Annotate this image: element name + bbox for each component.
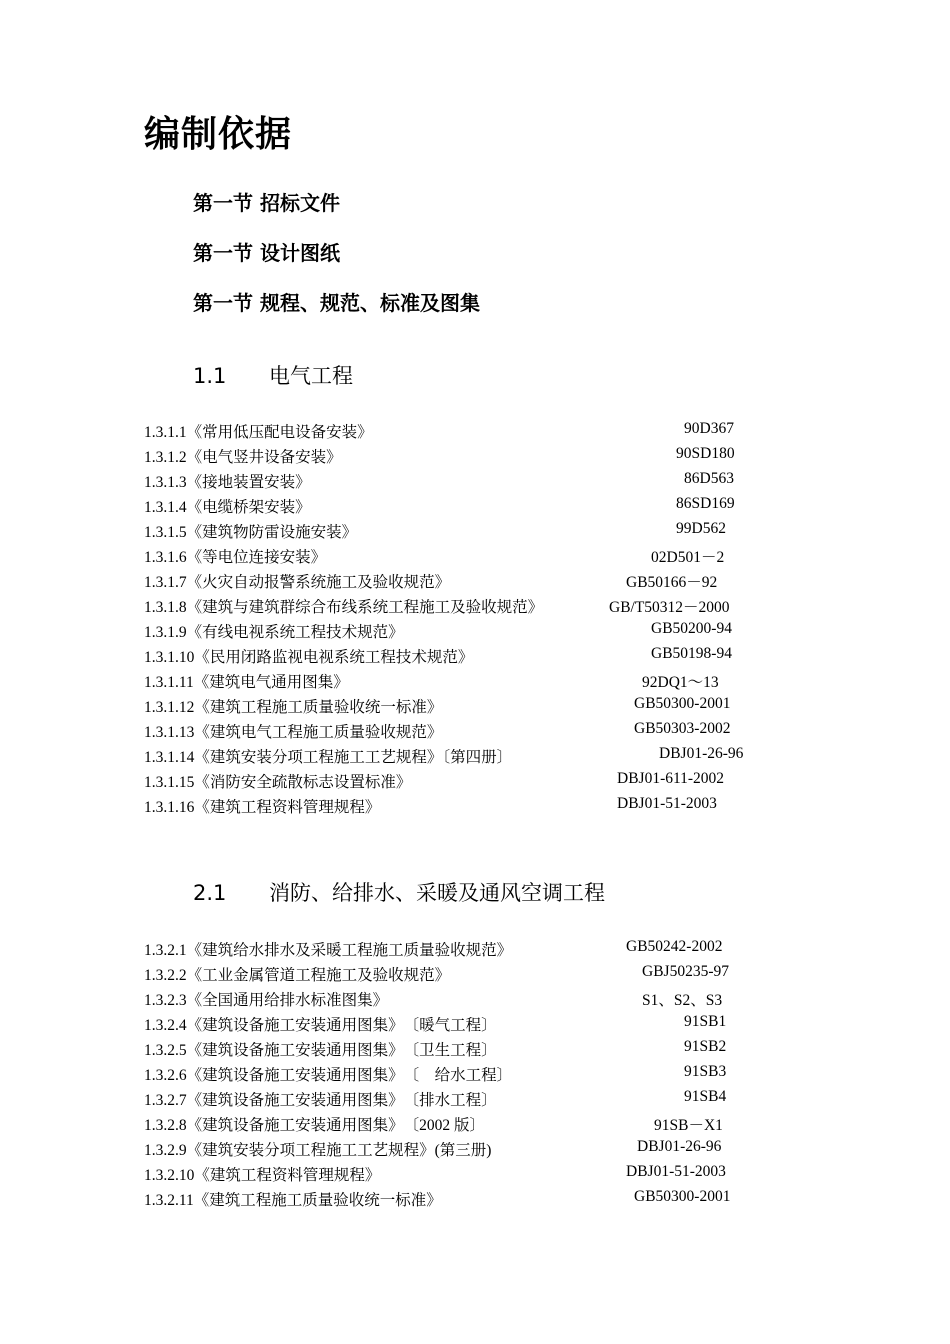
standard-code: 02D501－2 — [651, 549, 725, 566]
subheading-electrical — [193, 360, 353, 390]
list-item — [144, 1163, 844, 1187]
standard-name: 1.3.1.7《火灾自动报警系统施工及验收规范》 — [144, 574, 451, 591]
standard-code: GB50200-94 — [651, 620, 732, 637]
list-item — [144, 445, 844, 469]
subheading-text: 消防、给排水、采暖及通风空调工程 — [269, 881, 605, 905]
standard-code: 86D563 — [684, 470, 734, 487]
list-item — [144, 570, 844, 594]
standard-name: 1.3.2.3《全国通用给排水标准图集》 — [144, 992, 389, 1009]
subheading-plumbing-hvac — [193, 877, 605, 907]
standard-code: DBJ01-611-2002 — [617, 770, 725, 787]
standard-code: S1、S2、S3 — [642, 992, 723, 1009]
list-item — [144, 1138, 844, 1162]
list-item — [144, 595, 844, 619]
standard-code: 91SB4 — [684, 1088, 727, 1105]
section-codes-standards: 第一节 规程、规范、标准及图集 — [193, 291, 480, 315]
standard-code: 91SB1 — [684, 1013, 727, 1030]
list-item — [144, 988, 844, 1012]
standard-code: GB50303-2002 — [634, 720, 731, 737]
standard-code: GB50198-94 — [651, 645, 732, 662]
list-item — [144, 1063, 844, 1087]
standard-name: 1.3.1.12《建筑工程施工质量验收统一标准》 — [144, 699, 443, 716]
section-design-drawings: 第一节 设计图纸 — [193, 241, 340, 265]
standard-name: 1.3.2.10《建筑工程资料管理规程》 — [144, 1167, 381, 1184]
standard-code: DBJ01-51-2003 — [617, 795, 717, 812]
standard-name: 1.3.2.5《建筑设备施工安装通用图集》 〔卫生工程〕 — [144, 1042, 497, 1059]
standard-code: GBJ50235-97 — [642, 963, 729, 980]
standard-code: GB50242-2002 — [626, 938, 723, 955]
list-item — [144, 770, 844, 794]
standard-name: 1.3.1.13《建筑电气工程施工质量验收规范》 — [144, 724, 443, 741]
list-item — [144, 720, 844, 744]
subheading-number: 1.1 — [193, 364, 227, 388]
list-item — [144, 795, 844, 819]
standard-code: 91SB3 — [684, 1063, 727, 1080]
standard-name: 1.3.1.3《接地装置安装》 — [144, 474, 311, 491]
standard-name: 1.3.1.5《建筑物防雷设施安装》 — [144, 524, 358, 541]
list-item — [144, 670, 844, 694]
list-item — [144, 470, 844, 494]
standard-name: 1.3.1.6《等电位连接安装》 — [144, 549, 327, 566]
list-item — [144, 1113, 844, 1137]
standard-code: 91SB2 — [684, 1038, 727, 1055]
standard-code: GB50166－92 — [626, 574, 718, 591]
standard-code: GB/T50312－2000 — [609, 599, 730, 616]
standard-code: GB50300-2001 — [634, 695, 731, 712]
standard-name: 1.3.2.8《建筑设备施工安装通用图集》 〔2002 版〕 — [144, 1117, 486, 1134]
list-item — [144, 520, 844, 544]
standard-name: 1.3.1.1《常用低压配电设备安装》 — [144, 424, 373, 441]
standard-name: 1.3.1.15《消防安全疏散标志设置标准》 — [144, 774, 412, 791]
standard-name: 1.3.1.8《建筑与建筑群综合布线系统工程施工及验收规范》 — [144, 599, 544, 616]
list-item — [144, 495, 844, 519]
list-item — [144, 620, 844, 644]
standard-code: 92DQ1～13 — [642, 674, 719, 691]
standard-code: 86SD169 — [676, 495, 735, 512]
list-item — [144, 1038, 844, 1062]
standard-name: 1.3.1.14《建筑安装分项工程施工工艺规程》〔第四册〕 — [144, 749, 513, 766]
standard-code: 99D562 — [676, 520, 726, 537]
standard-code: DBJ01-26-96 — [659, 745, 744, 762]
standard-name: 1.3.2.1《建筑给水排水及采暖工程施工质量验收规范》 — [144, 942, 513, 959]
standard-name: 1.3.2.7《建筑设备施工安装通用图集》 〔排水工程〕 — [144, 1092, 497, 1109]
standard-code: 90D367 — [684, 420, 734, 437]
list-item — [144, 745, 844, 769]
list-item — [144, 545, 844, 569]
list-item — [144, 1013, 844, 1037]
standard-name: 1.3.2.11《建筑工程施工质量验收统一标准》 — [144, 1192, 442, 1209]
standard-code: 91SB－X1 — [654, 1117, 723, 1134]
standard-code: GB50300-2001 — [634, 1188, 731, 1205]
standard-code: 90SD180 — [676, 445, 735, 462]
standard-name: 1.3.1.4《电缆桥架安装》 — [144, 499, 311, 516]
section-bidding-documents: 第一节 招标文件 — [193, 191, 340, 215]
standard-name: 1.3.1.16《建筑工程资料管理规程》 — [144, 799, 381, 816]
list-item — [144, 420, 844, 444]
subheading-text: 电气工程 — [269, 364, 353, 388]
standard-name: 1.3.1.11《建筑电气通用图集》 — [144, 674, 349, 691]
standard-name: 1.3.1.10《民用闭路监视电视系统工程技术规范》 — [144, 649, 474, 666]
list-item — [144, 963, 844, 987]
subheading-number: 2.1 — [193, 881, 227, 905]
standard-name: 1.3.2.6《建筑设备施工安装通用图集》 〔 给水工程〕 — [144, 1067, 513, 1084]
standard-name: 1.3.2.4《建筑设备施工安装通用图集》 〔暖气工程〕 — [144, 1017, 497, 1034]
list-item — [144, 645, 844, 669]
standard-name: 1.3.2.9《建筑安装分项工程施工工艺规程》(第三册) — [144, 1142, 492, 1159]
standard-code: DBJ01-51-2003 — [626, 1163, 726, 1180]
list-item — [144, 1188, 844, 1212]
list-item — [144, 695, 844, 719]
list-item — [144, 1088, 844, 1112]
standard-code: DBJ01-26-96 — [637, 1138, 722, 1155]
standard-name: 1.3.2.2《工业金属管道工程施工及验收规范》 — [144, 967, 451, 984]
standard-name: 1.3.1.9《有线电视系统工程技术规范》 — [144, 624, 404, 641]
page-title: 编制依据 — [144, 114, 293, 155]
list-item — [144, 938, 844, 962]
standard-name: 1.3.1.2《电气竖井设备安装》 — [144, 449, 342, 466]
